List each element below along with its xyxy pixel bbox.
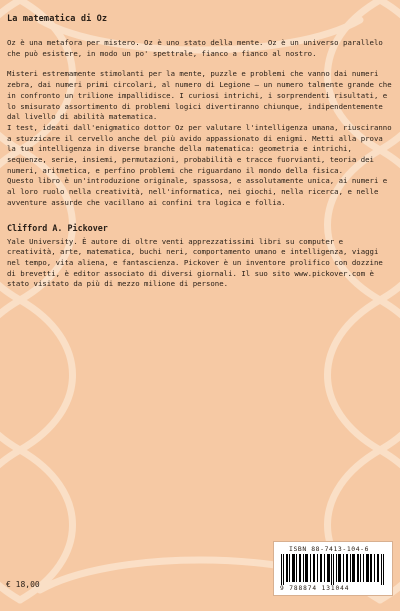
back-cover-text: [7, 14, 393, 290]
description-paragraph-2: I test, ideati dall'enigmatico dottor Oz per valutare l'intelligenza umana, riusciranno a stuzzicare il cervello anche del più avido appassionato di enigmi. Metti alla prova la tua intelligenza in diverse branche della matematica: geometria e intrichi, sequenze, serie, insiemi, permutazioni, probabilità e tracce fuorvianti, teoria dei numeri, aritmetica, e perfino problemi che riguardano il mondo della fisica.: [7, 122, 392, 175]
author-name: Clifford A. Pickover: [7, 222, 108, 233]
price-label: € 18,00: [6, 580, 40, 589]
isbn-text: ISBN 88-7413-104-6: [289, 545, 370, 553]
barcode-image: [280, 554, 386, 585]
intro-paragraph: Oz è una metafora per mistero. Oz è uno stato della mente. Oz è un universo parallelo che può esistere, in modo un po' spettrale, fianco a fianco al nostro.: [7, 38, 383, 58]
barcode-digits: 9 788874 131044: [280, 585, 350, 592]
description-paragraph-1: Misteri estremamente stimolanti per la mente, puzzle e problemi che vanno dai numeri zebra, dai numeri primi circolari, al numero di Legione – un numero talmente grande che in confronto un trilione impallidisce. I curiosi intrichi, i sorprendenti risultati, e lo smisurato assortimento di problemi logici divertiranno chiunque, indipendentemente dal livello di abilità matematica.: [7, 69, 392, 122]
book-title: La matematica di Oz: [7, 14, 108, 24]
barcode-label: [273, 541, 393, 596]
description-paragraph-3: Questo libro è un'introduzione originale, spassosa, e assolutamente unica, ai numeri e al loro ruolo nella creatività, nell'informatica, nei giochi, nella ricerca, e nelle avventure assurde che vacillano ai confini tra logica e follia.: [7, 176, 388, 207]
author-bio: Yale University. È autore di oltre venti apprezzatissimi libri su computer e creatività, arte, matematica, buchi neri, comportamento umano e intelligenza, viaggi nel tempo, vita aliena, e fantascienza. Pickover è un inventore prolifico con dozzine di brevetti, è editor associato di diversi giornali. Il suo sito www.pickover.com è stato visitato da più di mezzo milione di persone.: [7, 236, 383, 289]
